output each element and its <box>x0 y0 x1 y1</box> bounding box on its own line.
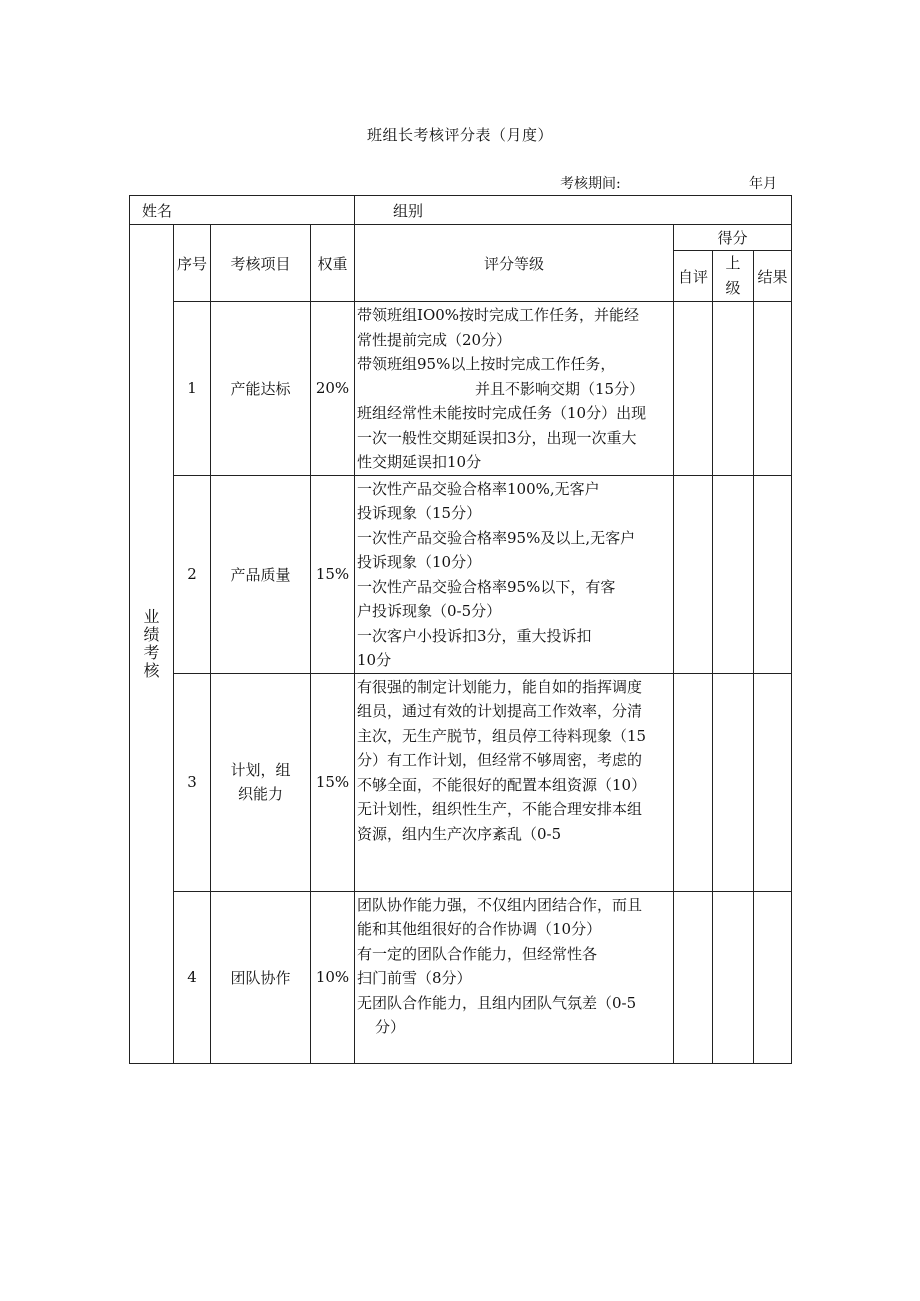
row-no: 1 <box>174 302 211 476</box>
row-no: 4 <box>174 891 211 1063</box>
grade-line: 有一定的团队合作能力，但经常性各 <box>357 944 598 963</box>
grade-line: 10分 <box>357 651 392 669</box>
table-row <box>130 302 792 476</box>
col-result-header: 结果 <box>754 251 792 302</box>
period-label: 考核期间: <box>560 176 621 192</box>
col-grade-header: 评分等级 <box>355 225 674 302</box>
grade-line: 一次客户小投诉扣3分，重大投诉扣 <box>357 626 592 645</box>
row-weight: 15% <box>311 475 355 673</box>
row-item: 产能达标 <box>211 302 311 476</box>
row-grade <box>355 891 674 1063</box>
grade-line: 无团队合作能力，且组内团队气氛差（0-5 <box>357 993 637 1012</box>
category-cell <box>130 225 174 1064</box>
row-item-line-1: 计划，组 <box>230 761 291 779</box>
row-grade <box>355 302 674 476</box>
group-cell <box>355 196 792 225</box>
grade-line: 主次，无生产脱节，组员停工待料现象（15 <box>357 726 647 745</box>
grade-line: 班组经常性未能按时完成任务（10分）出现 <box>357 404 647 422</box>
row-item-line-2: 织能力 <box>237 785 283 803</box>
superior-score-cell[interactable] <box>713 475 754 673</box>
self-score-cell[interactable] <box>674 302 713 476</box>
grade-line: 能和其他组很好的合作协调（10分） <box>357 920 602 938</box>
grade-line: 户投诉现象（0-5分） <box>357 602 502 620</box>
table-row <box>130 673 792 891</box>
grade-line: 无计划性，组织性生产，不能合理安排本组 <box>357 800 643 818</box>
name-cell <box>130 196 355 225</box>
grade-line: 常性提前完成（20分） <box>357 330 512 349</box>
row-weight: 15% <box>311 673 355 891</box>
col-superior-line-1: 上 <box>725 254 741 272</box>
row-item: 团队协作 <box>211 891 311 1063</box>
grade-line: 团队协作能力强，不仅组内团结合作，而且 <box>357 895 643 914</box>
grade-line: 性交期延误扣10分 <box>357 453 482 471</box>
grade-line: 带领班组95%以上按时完成工作任务， <box>357 355 616 373</box>
superior-score-cell[interactable] <box>713 673 754 891</box>
self-score-cell[interactable] <box>674 891 713 1063</box>
name-label: 姓名 <box>142 201 173 220</box>
grade-line: 有很强的制定计划能力，能自如的指挥调度 <box>357 677 643 696</box>
page-title: 班组长考核评分表（月度） <box>366 126 553 144</box>
superior-score-cell[interactable] <box>713 891 754 1063</box>
self-score-cell[interactable] <box>674 475 713 673</box>
col-item-header: 考核项目 <box>211 225 311 302</box>
col-self-header: 自评 <box>674 251 713 302</box>
grade-line: 投诉现象（15分） <box>357 504 482 522</box>
grade-line: 资源，组内生产次序紊乱（0-5 <box>357 824 562 843</box>
result-score-cell[interactable] <box>754 673 792 891</box>
table-row <box>130 891 792 1063</box>
row-no: 2 <box>174 475 211 673</box>
row-item: 产品质量 <box>211 475 311 673</box>
grade-line: 一次性产品交验合格率95%及以上,无客户 <box>357 528 636 547</box>
grade-line: 不够全面，不能很好的配置本组资源（10） <box>357 775 647 794</box>
row-grade <box>355 475 674 673</box>
grade-line: 投诉现象（10分） <box>357 553 482 571</box>
col-superior-header <box>713 251 754 302</box>
col-score-header: 得分 <box>674 225 792 251</box>
row-grade <box>355 673 674 891</box>
grade-line: 分）有工作计划，但经常不够周密，考虑的 <box>357 751 643 769</box>
grade-line: 分） <box>375 1018 406 1036</box>
grade-line: 一次一般性交期延误扣3分，出现一次重大 <box>357 428 637 447</box>
result-score-cell[interactable] <box>754 891 792 1063</box>
self-score-cell[interactable] <box>674 673 713 891</box>
grade-line: 一次性产品交验合格率100%,无客户 <box>357 479 600 498</box>
evaluation-table <box>129 195 792 1064</box>
row-item <box>211 673 311 891</box>
grade-line: 扫门前雪（8分） <box>357 969 472 987</box>
group-label: 组别 <box>393 201 424 220</box>
col-no-header: 序号 <box>174 225 211 302</box>
row-weight: 10% <box>311 891 355 1063</box>
superior-score-cell[interactable] <box>713 302 754 476</box>
grade-line: 并且不影响交期（15分） <box>475 379 645 398</box>
col-superior-line-2: 级 <box>725 279 741 297</box>
grade-line: 带领班组IO0%按时完成工作任务，并能经 <box>357 306 640 324</box>
row-no: 3 <box>174 673 211 891</box>
name-row <box>130 196 792 225</box>
result-score-cell[interactable] <box>754 302 792 476</box>
grade-line: 组员，通过有效的计划提高工作效率，分清 <box>357 702 643 720</box>
grade-line: 一次性产品交验合格率95%以下，有客 <box>357 577 616 596</box>
table-row <box>130 475 792 673</box>
col-weight-header: 权重 <box>311 225 355 302</box>
header-row-1 <box>130 225 792 251</box>
period-unit: 年月 <box>749 176 777 192</box>
row-weight: 20% <box>311 302 355 476</box>
category-label: 业绩考核 <box>143 606 160 680</box>
result-score-cell[interactable] <box>754 475 792 673</box>
